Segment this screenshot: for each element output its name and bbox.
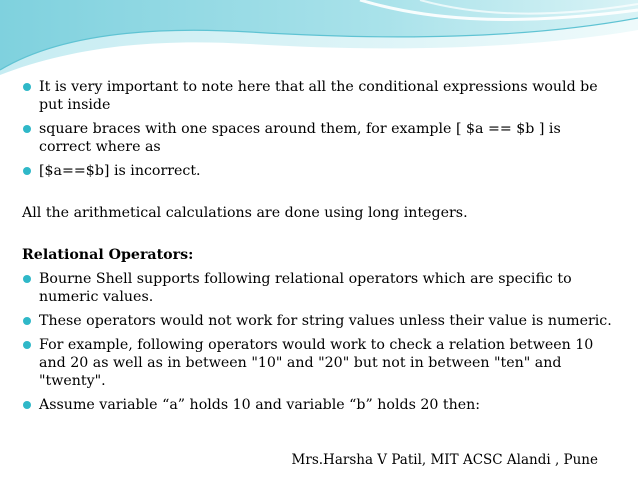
decorative-wave-banner [0, 0, 638, 75]
bullet-dot-icon [23, 275, 31, 283]
bullet-dot-icon [23, 83, 31, 91]
bullet-dot-icon [23, 341, 31, 349]
footer-credit: Mrs.Harsha V Patil, MIT ACSC Alandi , Pune [291, 452, 598, 468]
bullet-text: Assume variable “a” holds 10 and variable “b” holds 20 then: [39, 397, 481, 413]
bullet-text: [$a==$b] is incorrect. [39, 163, 201, 179]
bullet-item [22, 270, 612, 306]
bullet-text: Bourne Shell supports following relational operators which are specific to numeric values. [39, 271, 572, 305]
bullet-text: These operators would not work for string values unless their value is numeric. [39, 313, 612, 329]
paragraph: All the arithmetical calculations are done using long integers. [22, 205, 468, 221]
bullet-item [22, 396, 612, 414]
bullet-item [22, 78, 612, 114]
spacer [22, 186, 612, 204]
bullet-dot-icon [23, 125, 31, 133]
bullet-text: square braces with one spaces around them, for example [ $a == $b ] is correct where as [39, 121, 561, 155]
bullet-text: It is very important to note here that all the conditional expressions would be put inside [39, 79, 598, 113]
bullet-item [22, 336, 612, 390]
bullet-item [22, 312, 612, 330]
slide-body [22, 78, 612, 420]
bullet-item [22, 162, 612, 180]
bullet-dot-icon [23, 167, 31, 175]
bullet-dot-icon [23, 317, 31, 325]
spacer [22, 228, 612, 246]
bullet-dot-icon [23, 401, 31, 409]
bullet-item [22, 120, 612, 156]
section-heading: Relational Operators: [22, 247, 194, 263]
bullet-text: For example, following operators would work to check a relation between 10 and 20 as well as in between "10" and "20" but not in between "ten" and "twenty". [39, 337, 594, 389]
